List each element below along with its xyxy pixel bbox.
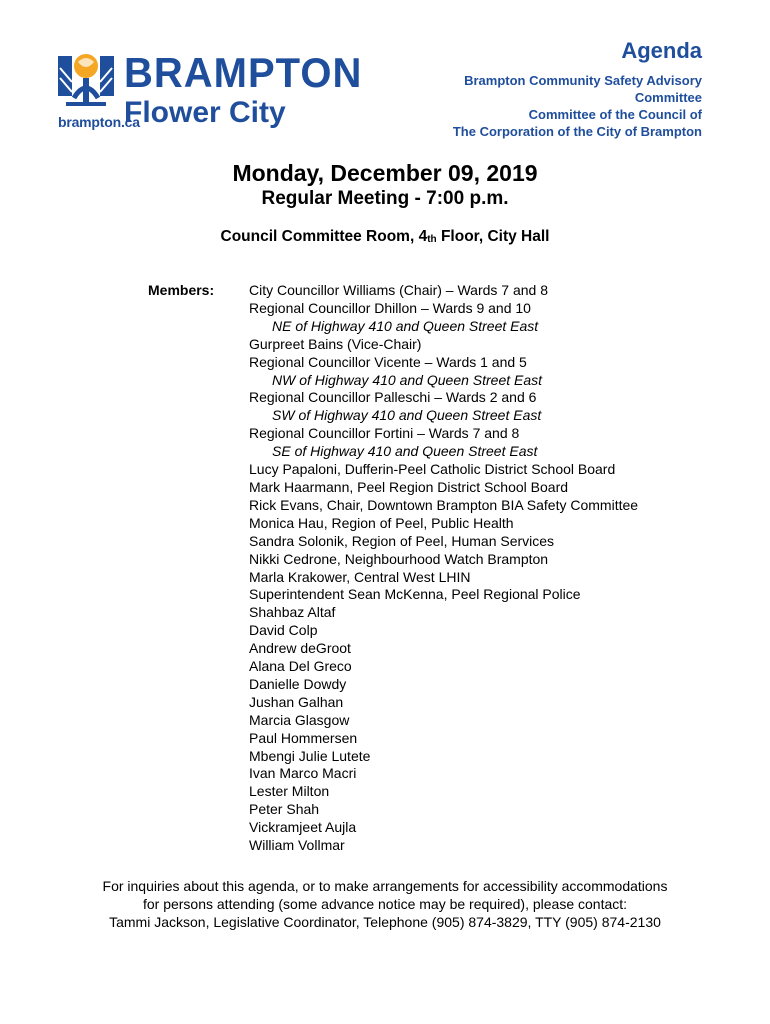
- list-item: Marcia Glasgow: [249, 711, 350, 728]
- list-item: Alana Del Greco: [249, 658, 352, 675]
- committee-name-line2: Committee: [634, 90, 702, 105]
- logo-url: brampton.ca: [58, 114, 140, 130]
- ward-area-note: SW of Highway 410 and Queen Street East: [272, 407, 542, 424]
- list-item: Superintendent Sean McKenna, Peel Regional Police: [249, 586, 581, 603]
- logo-tagline: Flower City: [124, 96, 286, 129]
- list-item: Lester Milton: [249, 783, 330, 800]
- list-item: Regional Councillor Vicente – Wards 1 and 5: [249, 353, 527, 370]
- agenda-heading: Agenda: [621, 38, 702, 63]
- ward-area-note: SE of Highway 410 and Queen Street East: [272, 443, 538, 460]
- list-item: Mbengi Julie Lutete: [249, 747, 371, 764]
- list-item: Sandra Solonik, Region of Peel, Human Services: [249, 532, 555, 549]
- members-list: [249, 282, 638, 855]
- list-item: Marla Krakower, Central West LHIN: [249, 568, 471, 585]
- list-item: Regional Councillor Fortini – Wards 7 and 8: [249, 425, 520, 442]
- footer-line2: for persons attending (some advance notice may be required), please contact:: [142, 896, 628, 912]
- list-item: Paul Hommersen: [249, 729, 358, 746]
- list-item: Regional Councillor Dhillon – Wards 9 and 10: [249, 299, 531, 316]
- list-item: City Councillor Williams (Chair) – Wards 7 and 8: [249, 282, 549, 298]
- meeting-type-time: Regular Meeting - 7:00 p.m.: [261, 188, 509, 209]
- list-item: William Vollmar: [249, 837, 345, 854]
- list-item: Andrew deGroot: [249, 640, 351, 657]
- list-item: Regional Councillor Palleschi – Wards 2 and 6: [249, 389, 537, 406]
- location-suffix: Floor, City Hall: [436, 228, 550, 245]
- contact-footer: [60, 877, 710, 931]
- brampton-logo: [58, 48, 363, 138]
- list-item: Peter Shah: [249, 801, 320, 818]
- flower-city-emblem-icon: [58, 48, 114, 112]
- council-line: Committee of the Council of: [528, 107, 702, 122]
- list-item: Lucy Papaloni, Dufferin-Peel Catholic District School Board: [249, 461, 616, 478]
- location-prefix: Council Committee Room, 4: [220, 228, 428, 245]
- meeting-date: Monday, December 09, 2019: [232, 160, 538, 186]
- corporation-line: The Corporation of the City of Brampton: [452, 124, 702, 139]
- ward-area-note: NE of Highway 410 and Queen Street East: [272, 317, 539, 334]
- footer-line3: Tammi Jackson, Legislative Coordinator, Telephone (905) 874-3829, TTY (905) 874-2130: [109, 914, 661, 930]
- list-item: Monica Hau, Region of Peel, Public Health: [249, 514, 514, 531]
- list-item: Danielle Dowdy: [249, 675, 347, 692]
- agenda-header: [453, 36, 702, 140]
- list-item: David Colp: [249, 622, 318, 639]
- location-ordinal: th: [427, 234, 437, 245]
- members-label: Members:: [148, 282, 215, 298]
- list-item: Gurpreet Bains (Vice-Chair): [249, 335, 422, 352]
- list-item: Shahbaz Altaf: [249, 604, 336, 621]
- logo-name: BRAMPTON: [124, 50, 363, 97]
- list-item: Mark Haarmann, Peel Region District School Board: [249, 478, 569, 495]
- committee-name-line1: Brampton Community Safety Advisory: [464, 73, 702, 88]
- ward-area-note: NW of Highway 410 and Queen Street East: [272, 371, 543, 388]
- list-item: Rick Evans, Chair, Downtown Brampton BIA Safety Committee: [249, 496, 639, 513]
- footer-line1: For inquiries about this agenda, or to make arrangements for accessibility accommodations: [102, 878, 668, 894]
- meeting-location: [0, 228, 770, 246]
- list-item: Jushan Galhan: [249, 693, 344, 710]
- list-item: Nikki Cedrone, Neighbourhood Watch Brampton: [249, 550, 549, 567]
- list-item: Ivan Marco Macri: [249, 765, 357, 782]
- list-item: Vickramjeet Aujla: [249, 819, 357, 836]
